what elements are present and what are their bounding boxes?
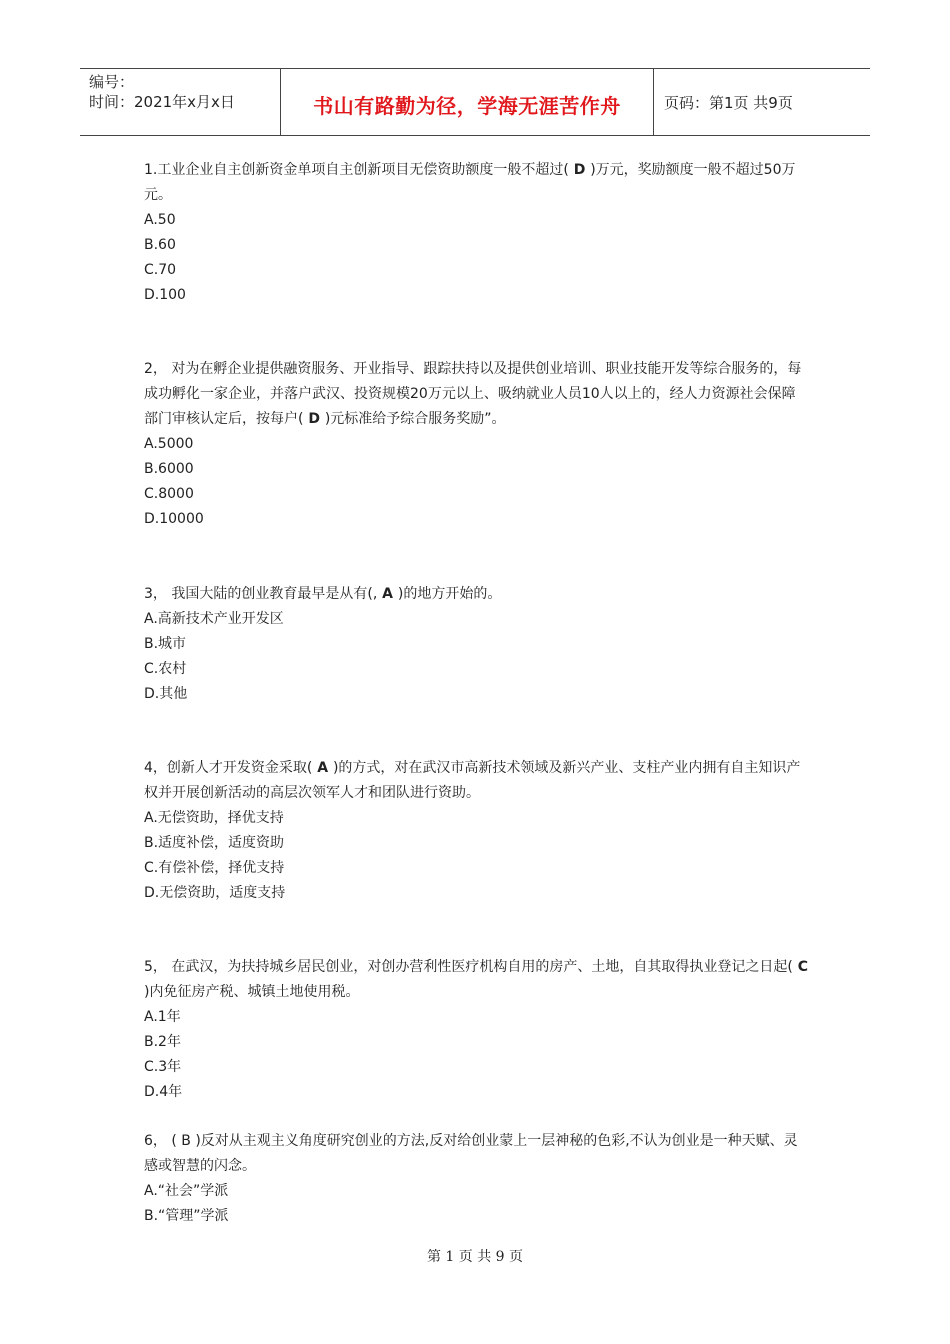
option: C.有偿补偿，择优支持 (144, 860, 285, 876)
option: B.城市 (144, 636, 187, 652)
answer: D (568, 162, 591, 178)
footer-page-number: 第 1 页 共 9 页 (426, 1249, 524, 1265)
header-page-info (654, 69, 870, 135)
answer: D (303, 411, 325, 427)
option: C.农村 (144, 661, 187, 677)
question-6 (144, 1129, 809, 1229)
time-label: 时间：2021年x月x日 (89, 93, 235, 111)
header-meta (80, 69, 281, 135)
option: B.60 (144, 237, 176, 253)
question-5 (144, 955, 809, 1129)
option: C.3年 (144, 1059, 182, 1075)
question-stem: 1.工业企业自主创新资金单项自主创新项目无偿资助额度一般不超过( D )万元，奖励额度一般不超过50万元。 (144, 162, 796, 203)
number-label: 编号： (89, 73, 135, 91)
option: A.无偿资助，择优支持 (144, 810, 284, 826)
option: D.10000 (144, 511, 204, 527)
question-2 (144, 357, 809, 582)
question-list (144, 158, 809, 1229)
option: D.100 (144, 287, 186, 303)
question-stem: 4，创新人才开发资金采取( A )的方式，对在武汉市高新技术领域及新兴产业、支柱产业内拥有自主知识产权并开展创新活动的高层次领军人才和团队进行资助。 (144, 760, 801, 801)
option: A.1年 (144, 1009, 181, 1025)
header-motto (281, 69, 654, 135)
answer: A (312, 760, 333, 776)
question-stem: 6， ( B )反对从主观主义角度研究创业的方法,反对给创业蒙上一层神秘的色彩,不认为创业是一种天赋、灵感或智慧的闪念。 (144, 1133, 798, 1174)
option: A.50 (144, 212, 176, 228)
page-footer (0, 1246, 950, 1266)
question-3 (144, 582, 809, 756)
question-1 (144, 158, 809, 357)
question-4 (144, 756, 809, 955)
document-header (80, 68, 870, 136)
option: D.其他 (144, 686, 188, 702)
motto-text: 书山有路勤为径，学海无涯苦作舟 (313, 93, 621, 118)
question-stem: 3， 我国大陆的创业教育最早是从有(, A )的地方开始的。 (144, 586, 502, 602)
option: C.8000 (144, 486, 194, 502)
answer: C (792, 959, 808, 975)
option: A.高新技术产业开发区 (144, 611, 284, 627)
option: A.“社会”学派 (144, 1183, 229, 1199)
page-label: 页码：第1页 共9页 (664, 93, 793, 112)
option: D.无偿资助，适度支持 (144, 885, 286, 901)
option: C.70 (144, 262, 177, 278)
answer: A (377, 586, 398, 602)
option: B.6000 (144, 461, 194, 477)
option: B.2年 (144, 1034, 181, 1050)
option: A.5000 (144, 436, 194, 452)
question-stem: 2， 对为在孵企业提供融资服务、开业指导、跟踪扶持以及提供创业培训、职业技能开发等综合服务的，每成功孵化一家企业，并落户武汉、投资规模20万元以上、吸纳就业人员10人以上的，经人力资源社会保障部门审核认定后，按每户( D )元标准给予综合服务奖励”。 (144, 361, 802, 427)
option: B.适度补偿，适度资助 (144, 835, 285, 851)
option: D.4年 (144, 1084, 183, 1100)
option: B.“管理”学派 (144, 1208, 229, 1224)
question-stem: 5， 在武汉，为扶持城乡居民创业，对创办营利性医疗机构自用的房产、土地，自其取得执业登记之日起( C )内免征房产税、城镇土地使用税。 (144, 959, 808, 1000)
